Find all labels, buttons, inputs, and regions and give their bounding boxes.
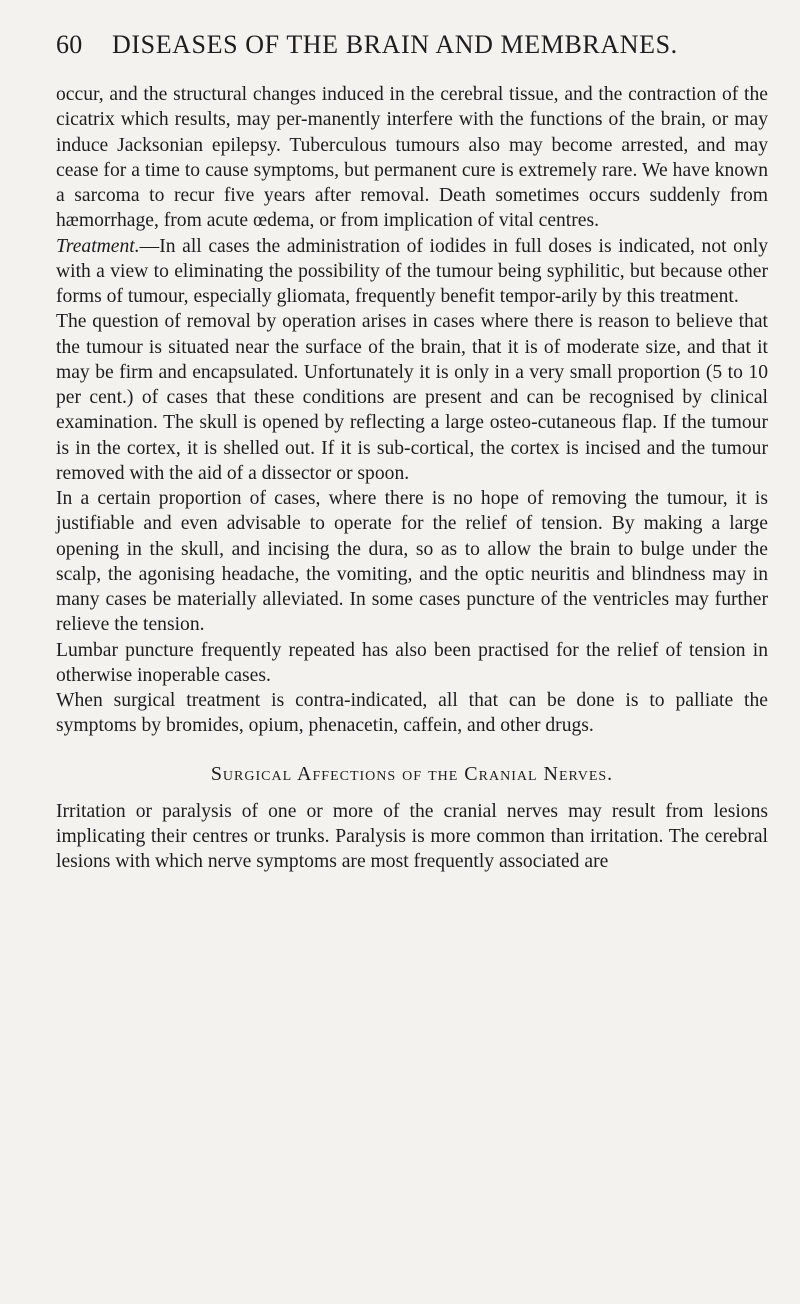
paragraph-treatment — [56, 234, 768, 310]
paragraph-text: Irritation or paralysis of one or more of the cranial nerves may result from lesions implicating their centres or trunks. Paralysis is more common than irritation. The cerebral lesions with which nerve symptoms are most frequently associated are — [56, 800, 768, 872]
paragraph-removal — [56, 309, 768, 486]
section-heading: Surgical Affections of the Cranial Nerves. — [210, 762, 614, 785]
paragraph-relief-of-tension — [56, 486, 768, 638]
body-text — [56, 82, 768, 874]
paragraph-text: occur, and the structural changes induced in the cerebral tissue, and the contraction of the cicatrix which results, may per-manently interfere with the functions of the brain, or may induce Jacksonian epilepsy. Tuberculous tumours also may become arrested, and may cease for a time to cause symptoms, but permanent cure is extremely rare. We have known a sarcoma to recur five years after removal. Death sometimes occurs suddenly from hæmorrhage, from acute œdema, or from implication of vital centres. — [56, 84, 768, 232]
paragraph-text: The question of removal by operation arises in cases where there is reason to believe that the tumour is situated near the surface of the brain, that it is of moderate size, and that it may be firm and encapsulated. Unfortunately it is only in a very small proportion (5 to 10 per cent.) of cases that these conditions are present and can be recognised by clinical examination. The skull is opened by reflecting a large osteo-cutaneous flap. If the tumour is in the cortex, it is shelled out. If it is sub-cortical, the cortex is incised and the tumour removed with the aid of a dissector or spoon. — [56, 311, 768, 484]
paragraph-palliative — [56, 688, 768, 739]
book-page — [56, 30, 768, 874]
paragraph-text: —In all cases the administration of iodides in full doses is indicated, not only with a view to eliminating the possibility of the tumour being syphilitic, but because other forms of tumour, especially gliomata, frequently benefit tempor-arily by this treatment. — [56, 235, 768, 307]
paragraph-text: In a certain proportion of cases, where there is no hope of removing the tumour, it is justifiable and even advisable to operate for the relief of tension. By making a large opening in the skull, and incising the dura, so as to allow the brain to bulge under the scalp, the agonising headache, the vomiting, and the optic neuritis and blindness may in many cases be materially alleviated. In some cases puncture of the ventricles may further relieve the tension. — [56, 488, 768, 636]
paragraph-text: Lumbar puncture frequently repeated has also been practised for the relief of tension in otherwise inoperable cases. — [56, 639, 768, 686]
paragraph-cranial-nerves — [56, 799, 768, 875]
treatment-lead-heading: Treatment. — [56, 235, 140, 257]
paragraph-text: When surgical treatment is contra-indicated, all that can be done is to palliate the symptoms by bromides, opium, phenacetin, caffein, and other drugs. — [56, 690, 768, 737]
running-head-title: DISEASES OF THE BRAIN AND MEMBRANES. — [112, 30, 678, 59]
paragraph-lumbar-puncture — [56, 638, 768, 689]
running-head — [56, 30, 768, 76]
page-number: 60 — [56, 30, 83, 59]
paragraph-prognosis — [56, 82, 768, 234]
